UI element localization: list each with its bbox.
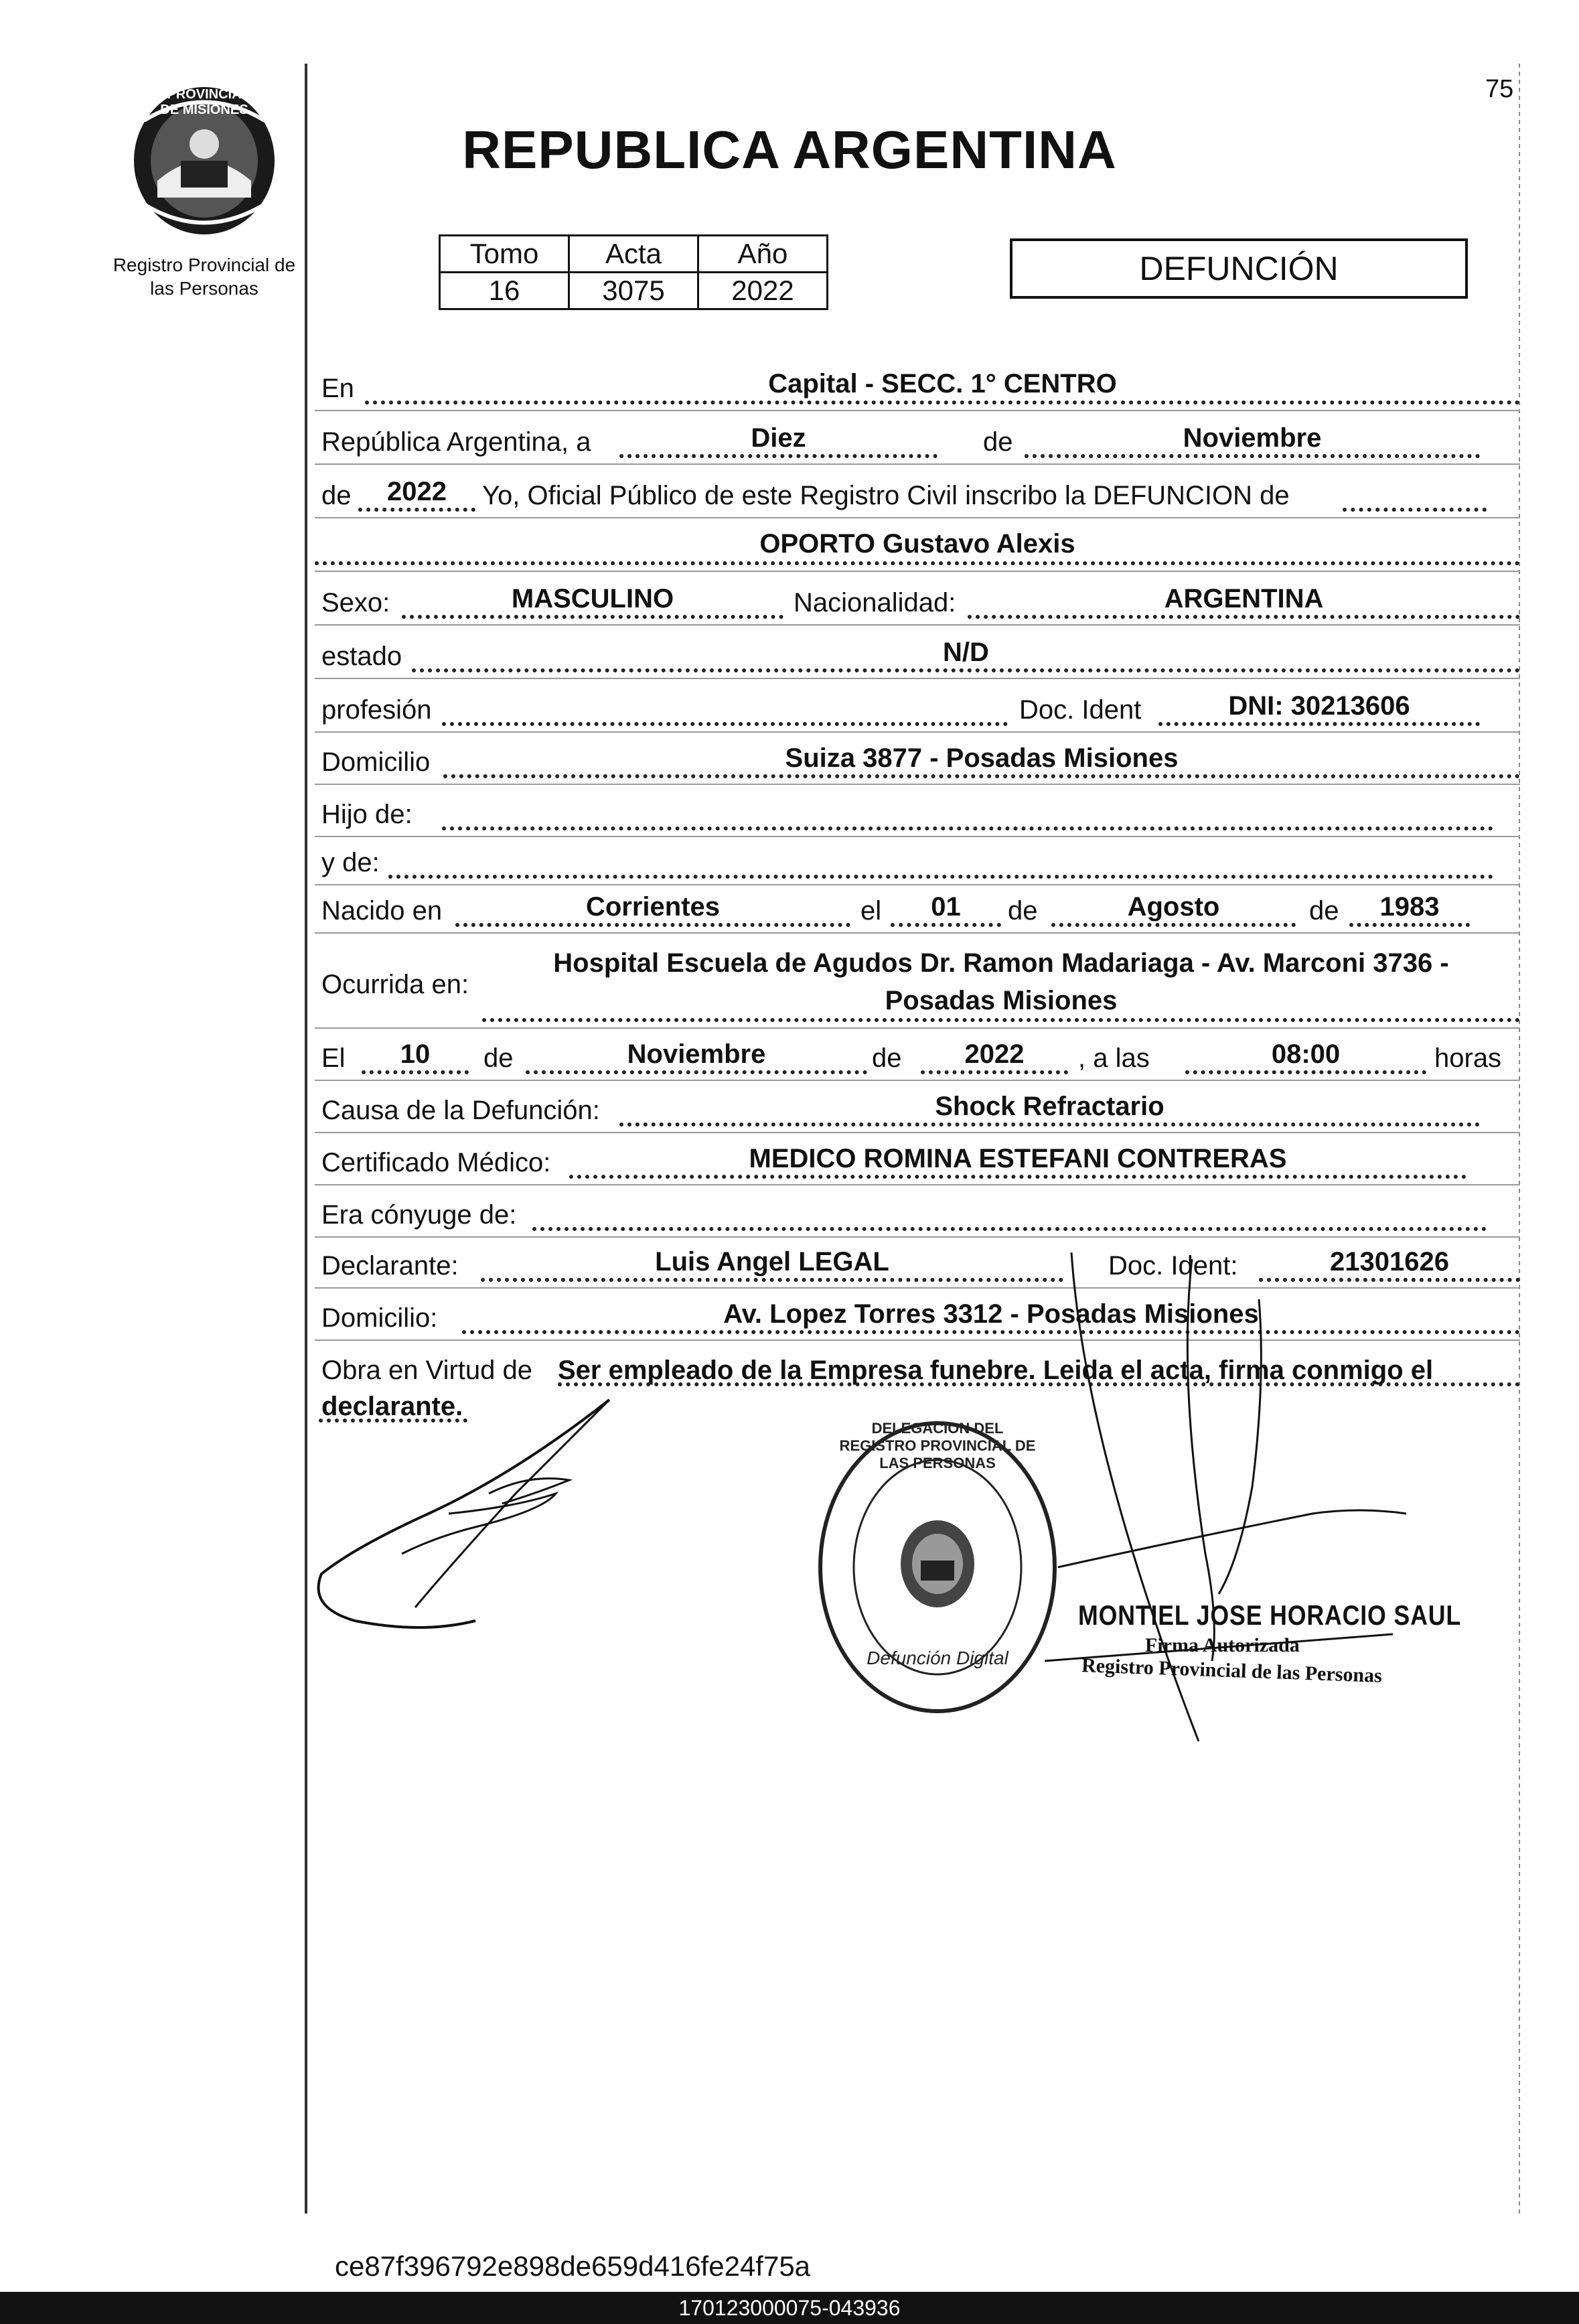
dots-nacido-dia	[891, 923, 1001, 927]
dots-nacido-anio	[1349, 923, 1470, 927]
dots-lugar	[365, 401, 1520, 405]
signer-role: Firma Autorizada	[1145, 1634, 1300, 1656]
value-nombre: OPORTO Gustavo Alexis	[759, 529, 1075, 559]
value-fallec-anio: 2022	[964, 1039, 1025, 1069]
value-ocurrida-line1: Hospital Escuela de Agudos Dr. Ramon Madariaga - Av. Marconi 3736 -	[553, 948, 1449, 978]
row-separator	[315, 463, 1520, 465]
dots-fallec-dia	[362, 1070, 469, 1074]
dots-declarante	[481, 1278, 1063, 1282]
dots-conyuge	[532, 1227, 1487, 1231]
row-separator	[315, 517, 1520, 518]
value-fallec-hora: 08:00	[1271, 1039, 1341, 1069]
row-separator	[315, 1184, 1520, 1185]
label-estado: estado	[321, 642, 402, 671]
dots-nacido-lugar	[455, 923, 850, 927]
row-separator	[315, 784, 1520, 785]
label-a-las: , a las	[1078, 1043, 1150, 1073]
dots-certificado	[569, 1175, 1467, 1179]
record-type-box: DEFUNCIÓN	[1010, 238, 1468, 299]
label-en: En	[321, 374, 354, 403]
document-hash: ce87f396792e898de659d416fe24f75a	[335, 2250, 811, 2282]
value-nacido-dia: 01	[931, 892, 961, 922]
row-separator	[315, 836, 1520, 837]
label-profesion: profesión	[321, 695, 432, 725]
dots-nombre	[315, 561, 1520, 565]
value-sexo: MASCULINO	[511, 584, 674, 613]
label-de4: de	[1309, 896, 1339, 926]
label-el: el	[860, 896, 882, 926]
signer-org: Registro Provincial de las Personas	[1081, 1654, 1383, 1687]
value-domicilio: Suiza 3877 - Posadas Misiones	[785, 743, 1179, 773]
row-separator	[315, 624, 1520, 626]
value-declarante: Luis Angel LEGAL	[655, 1247, 889, 1277]
dots-domicilio	[443, 774, 1520, 778]
value-anio: 2022	[387, 477, 447, 506]
value-certificado: MEDICO ROMINA ESTEFANI CONTRERAS	[749, 1144, 1287, 1173]
row-separator	[315, 1080, 1520, 1081]
signer-name: MONTIEL JOSE HORACIO SAUL	[1078, 1599, 1462, 1631]
declarant-signature	[315, 1393, 663, 1641]
label-doc-ident: Doc. Ident	[1019, 695, 1142, 725]
label-de5: de	[483, 1043, 514, 1073]
dots-y-de	[388, 875, 1493, 879]
dots-dia	[619, 454, 937, 458]
label-y-de: y de:	[321, 848, 380, 877]
label-republica: República Argentina, a	[321, 427, 591, 457]
table-value-anio: 2022	[698, 273, 828, 309]
registry-name	[80, 253, 328, 300]
dots-profesion	[442, 722, 1008, 726]
dots-fallec-anio	[921, 1070, 1068, 1074]
left-margin-line	[305, 64, 307, 2213]
label-causa: Causa de la Defunción:	[321, 1096, 600, 1125]
dots-estado	[412, 668, 1520, 672]
table-header-anio: Año	[698, 236, 828, 273]
row-separator	[315, 932, 1520, 934]
label-yo-oficial: Yo, Oficial Público de este Registro Civil inscribo la DEFUNCION de	[482, 481, 1290, 510]
row-separator	[315, 1027, 1520, 1029]
dots-yo-oficial	[1343, 508, 1487, 512]
dots-causa	[619, 1122, 1480, 1127]
label-nacido-en: Nacido en	[321, 896, 443, 926]
record-table-header	[440, 236, 828, 273]
dots-ocurrida	[482, 1018, 1520, 1022]
value-obra-text2: declarante.	[321, 1392, 463, 1421]
label-ocurrida-en: Ocurrida en:	[321, 970, 469, 999]
stamp-outer-text: DELEGACION DEL REGISTRO PROVINCIAL DE LAS PERSONAS	[839, 1420, 1036, 1471]
label-de6: de	[872, 1043, 902, 1073]
label-de2: de	[321, 481, 352, 510]
value-declarante-doc: 21301626	[1330, 1247, 1449, 1277]
row-separator	[315, 1132, 1520, 1133]
label-certificado: Certificado Médico:	[321, 1148, 551, 1177]
value-nacido-anio: 1983	[1379, 892, 1440, 922]
record-table-values	[440, 273, 828, 309]
row-separator	[315, 571, 1520, 572]
footer-code: 170123000075-043936	[678, 2296, 901, 2320]
dots-sexo	[402, 615, 783, 619]
registry-name-line1: Registro Provincial de	[112, 255, 296, 275]
row-separator	[315, 410, 1520, 411]
label-obra: Obra en Virtud de	[321, 1356, 533, 1385]
value-nacido-mes: Agosto	[1127, 892, 1220, 922]
value-nacido-lugar: Corrientes	[585, 892, 721, 922]
value-nacionalidad: ARGENTINA	[1164, 584, 1324, 613]
value-lugar: Capital - SECC. 1° CENTRO	[768, 369, 1117, 398]
label-horas: horas	[1434, 1043, 1502, 1073]
label-sexo: Sexo:	[321, 588, 390, 618]
dots-fallec-mes	[526, 1070, 867, 1074]
row-separator	[315, 678, 1520, 679]
value-dia: Diez	[751, 423, 806, 453]
row-separator	[315, 884, 1520, 885]
dots-nacionalidad	[968, 615, 1520, 619]
dots-anio	[358, 508, 475, 512]
table-value-acta: 3075	[569, 273, 698, 309]
registry-name-line2: las Personas	[150, 278, 258, 299]
table-value-tomo: 16	[440, 273, 569, 309]
value-declarante-domicilio: Av. Lopez Torres 3312 - Posadas Misiones	[723, 1299, 1259, 1329]
value-obra-text: Ser empleado de la Empresa funebre. Leida el acta, firma conmigo el	[558, 1356, 1434, 1385]
label-de3: de	[1008, 896, 1038, 926]
stamp-inner-text: Defunción Digital	[867, 1648, 1008, 1668]
label-hijo-de: Hijo de:	[321, 800, 412, 829]
value-causa: Shock Refractario	[935, 1092, 1164, 1121]
label-el2: El	[321, 1043, 346, 1073]
page-number: 75	[1485, 75, 1514, 103]
label-conyuge: Era cónyuge de:	[321, 1200, 517, 1230]
footer-bar	[0, 2292, 1579, 2324]
dots-hijo-de	[442, 826, 1493, 830]
label-declarante: Declarante:	[321, 1251, 459, 1281]
dots-nacido-mes	[1051, 923, 1296, 927]
value-dni: DNI: 30213606	[1228, 691, 1410, 721]
label-domicilio2: Domicilio:	[321, 1303, 438, 1333]
value-fallec-mes: Noviembre	[627, 1039, 766, 1069]
record-table	[439, 234, 828, 310]
label-doc-ident2: Doc. Ident:	[1108, 1251, 1238, 1281]
table-header-acta: Acta	[569, 236, 698, 273]
value-fallec-dia: 10	[400, 1039, 431, 1069]
row-separator	[315, 1236, 1520, 1238]
dots-fallec-hora	[1185, 1070, 1426, 1074]
label-de1: de	[983, 427, 1013, 457]
value-estado: N/D	[943, 638, 989, 667]
table-header-tomo: Tomo	[440, 236, 569, 273]
label-nacionalidad: Nacionalidad:	[794, 588, 956, 618]
page-title: REPUBLICA ARGENTINA	[462, 120, 1117, 179]
dots-mes	[1025, 454, 1480, 458]
label-domicilio: Domicilio	[321, 747, 431, 777]
value-mes: Noviembre	[1183, 423, 1322, 453]
value-ocurrida-line2: Posadas Misiones	[885, 986, 1118, 1015]
dots-dni	[1158, 722, 1480, 726]
logo-lettering: PROVINCIA DE MISIONES	[160, 87, 248, 117]
row-separator	[315, 731, 1520, 733]
